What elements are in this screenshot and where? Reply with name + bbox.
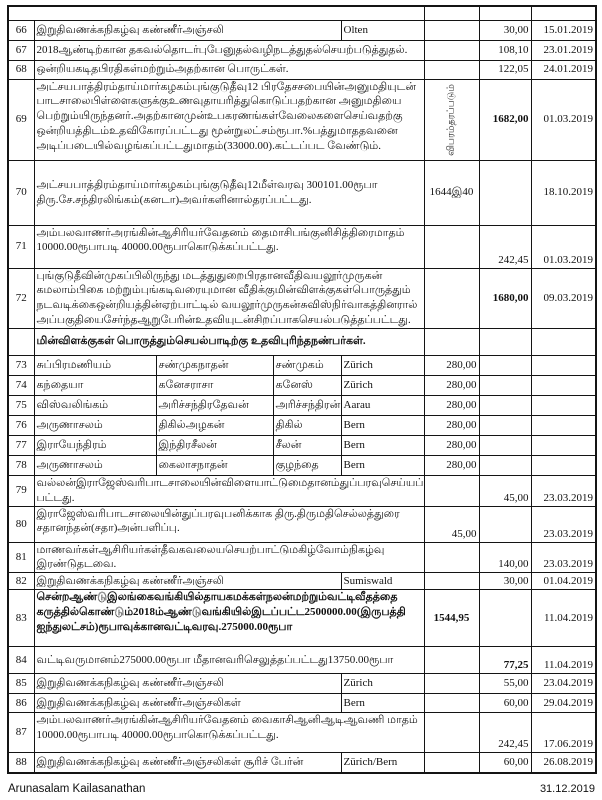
date-cell: 01.04.2019 bbox=[531, 573, 596, 590]
table-row-69 bbox=[8, 79, 596, 160]
row-number: 68 bbox=[8, 60, 34, 79]
name-given: சண்முகநாதன் bbox=[156, 355, 273, 375]
amount-a-cell bbox=[424, 60, 479, 79]
amount-a-cell bbox=[424, 6, 479, 20]
row-number: 84 bbox=[8, 647, 34, 674]
amount-a-cell: 280,00 bbox=[424, 415, 479, 435]
name-surname: சுப்பிரமணியம் bbox=[34, 355, 156, 375]
row-number: 73 bbox=[8, 355, 34, 375]
amount-a-cell bbox=[424, 713, 479, 753]
amount-b-cell: 30,00 bbox=[479, 20, 531, 40]
city-cell: Bern bbox=[341, 455, 424, 475]
date-cell: 15.01.2019 bbox=[531, 20, 596, 40]
description-cell: அம்பலவாணர்அரங்கின்ஆசிரியர்வேதனம் தைமாசிபங்குனிசித்திரைமாதம் 10000.00ரூபாபடி 40000.00ரூபாகொடுக்கப்பட்டது. bbox=[34, 225, 424, 268]
amount-b-cell bbox=[479, 415, 531, 435]
amount-a-cell bbox=[424, 20, 479, 40]
table-row bbox=[8, 328, 596, 355]
row-number: 74 bbox=[8, 375, 34, 395]
row-number: 85 bbox=[8, 674, 34, 694]
city-cell: Aarau bbox=[341, 395, 424, 415]
table-row-86 bbox=[8, 694, 596, 713]
table-row bbox=[8, 6, 596, 20]
table-row-85 bbox=[8, 674, 596, 694]
description-cell: இறுதிவணக்கநிகழ்வு கண்ணீர்அஞ்சலிகள் bbox=[34, 694, 341, 713]
amount-b-cell bbox=[479, 395, 531, 415]
description-cell: சென்றஆண்டுஇலங்கைவங்கியில்தாயகமக்கள்நலன்மற்றும்வட்டிவீதத்தை கருத்தில்கொண்டும்2018ம்ஆண்டுவங்கியில்இடப்பட்ட2500000.00(இருபத்தி ஐந்துலட்சம்)ரூபாவுக்கானவட்டிவரவு.275000.00ரூபா bbox=[34, 590, 424, 647]
name-surname: அருணாசலம் bbox=[34, 415, 156, 435]
date-cell bbox=[531, 375, 596, 395]
description-cell: புங்குடுதீவின்முகப்பிலிருந்து மடத்துதுறைபிரதானவீதிவயலூர்முருகன் கமலாம்பிகை மற்றும்புங்கடிவரையுமான வீதிக்குமின்விளக்குகள்பொருத்தும் நடவடிக்கைஒன்றியத்தின்ஏற்பாட்டில் வயலூர்முருகன்சுவிஸ்நிர்வாகத்தினரால் அப்பகுதியைசேர்ந்தஆறுபேரின்உதவியுடன்சிறப்பாகசெயல்படுத்தப்பட்டது. bbox=[34, 268, 424, 328]
row-number: 66 bbox=[8, 20, 34, 40]
amount-b-cell: 45,00 bbox=[479, 475, 531, 506]
description-cell: அம்பலவாணர்அரங்கின்ஆசிரியர்வேதனம் வைகாசிஆனிஆடிஆவணி மாதம் 10000.00ரூபாபடி 40000.00ரூபாகொடுக்கப்பட்டது. bbox=[34, 713, 424, 753]
amount-b-cell bbox=[479, 506, 531, 542]
date-cell bbox=[531, 395, 596, 415]
row-number: 79 bbox=[8, 475, 34, 506]
description-cell: வல்லன்இராஜேஸ்வரிபாடசாலையின்விளையாட்டுமைதானம்துப்பரவுசெய்யப் பட்டது. bbox=[34, 475, 424, 506]
date-cell: 23.03.2019 bbox=[531, 475, 596, 506]
amount-b-cell: 108,10 bbox=[479, 40, 531, 60]
row-number: 88 bbox=[8, 753, 34, 773]
table-row-72 bbox=[8, 268, 596, 328]
amount-a-cell bbox=[424, 753, 479, 773]
description-cell: இறுதிவணக்கநிகழ்வு கண்ணீர்அஞ்சலி bbox=[34, 20, 341, 40]
city-cell: Olten bbox=[341, 20, 424, 40]
description-cell: 2018ஆண்டிற்கான தகவல்தொடர்புபேனுதல்வழிநடத்துதல்செயற்படுத்துதல். bbox=[34, 40, 424, 60]
table-row-77 bbox=[8, 435, 596, 455]
table-row-67 bbox=[8, 40, 596, 60]
row-number: 81 bbox=[8, 542, 34, 573]
row-number: 67 bbox=[8, 40, 34, 60]
description-cell: ஒன்றியகடிதபிரதிகள்மற்றும்அதற்கான பொருட்கள். bbox=[34, 60, 424, 79]
date-cell: 09.03.2019 bbox=[531, 268, 596, 328]
date-cell: 23.03.2019 bbox=[531, 506, 596, 542]
name-given: கனேசராசா bbox=[156, 375, 273, 395]
amount-b-cell bbox=[479, 6, 531, 20]
amount-b-cell: 1680,00 bbox=[479, 268, 531, 328]
table-row-68 bbox=[8, 60, 596, 79]
date-cell bbox=[531, 415, 596, 435]
row-number: 71 bbox=[8, 225, 34, 268]
date-cell: 11.04.2019 bbox=[531, 647, 596, 674]
row-number: 77 bbox=[8, 435, 34, 455]
amount-b-cell: 1682,00 bbox=[479, 79, 531, 160]
amount-a-cell: 280,00 bbox=[424, 355, 479, 375]
amount-a-cell: 1644இ40 bbox=[424, 160, 479, 225]
spacer-cell bbox=[8, 6, 424, 20]
description-cell: அட்சயபாத்திரம்தாய்மார்கழகம்புங்குடுதீவு12மீள்வரவு 300101.00ரூபா திரு.சே.சந்திரலிங்கம்(கனடா)அவர்களினால்தரப்பட்டது. bbox=[34, 160, 424, 225]
date-cell: 26.08.2019 bbox=[531, 753, 596, 773]
amount-a-cell: 280,00 bbox=[424, 375, 479, 395]
description-cell: இராஜேஸ்வரிபாடசாலையின்துப்பரவுபனிக்காக திரு.திருமதிசெல்லத்துரை சதானந்தன்(சதா)அன்பளிப்பு. bbox=[34, 506, 424, 542]
table-row-84 bbox=[8, 647, 596, 674]
date-cell: 01.03.2019 bbox=[531, 79, 596, 160]
name-short: குழந்தை bbox=[273, 455, 341, 475]
section-title: மின்விளக்குகள் பொருத்தும்செயல்பாடிற்கு உதவிபுரிந்தநண்பர்கள். bbox=[34, 328, 424, 355]
amount-b-cell bbox=[479, 455, 531, 475]
amount-a-cell: 1544,95 bbox=[424, 590, 479, 647]
amount-b-cell: 60,00 bbox=[479, 694, 531, 713]
description-cell: அட்சயபாத்திரம்தாய்மார்கழகம்புங்குடுதீவு12 பிரதேசசபையின்அனுமதியுடன் பாடசாலைபிள்ளைகளுக்குஉணவுதாயரித்துகொடுப்பதற்கான அனுமதியை பெற்றும்யிருந்தனர்.அதற்கானமுன்உபகரணங்கள்வேலைகளைசெய்வதற்கு ஒன்றியத்திடம்உதவிகோரப்பட்டது மூன்றுலட்சம்ரூபா.%பத்துமாததவனை அடிப்படையில்வழங்கப்பட்டதுமாதம்(33000.00).கட்டப்பட வேண்டும். bbox=[34, 79, 424, 160]
date-cell: 29.04.2019 bbox=[531, 694, 596, 713]
city-cell: Bern bbox=[341, 694, 424, 713]
amount-a-cell bbox=[424, 268, 479, 328]
amount-b-cell: 60,00 bbox=[479, 753, 531, 773]
name-short: சண்முகம் bbox=[273, 355, 341, 375]
table-row-73 bbox=[8, 355, 596, 375]
city-cell: Zürich bbox=[341, 375, 424, 395]
table-row-70 bbox=[8, 160, 596, 225]
table-row-83 bbox=[8, 590, 596, 647]
amount-b-cell: 122,05 bbox=[479, 60, 531, 79]
row-number: 75 bbox=[8, 395, 34, 415]
amount-b-cell: 55,00 bbox=[479, 674, 531, 694]
city-cell: Bern bbox=[341, 415, 424, 435]
date-cell: 11.04.2019 bbox=[531, 590, 596, 647]
amount-a-cell bbox=[424, 328, 479, 355]
table-row-78 bbox=[8, 455, 596, 475]
date-cell: 01.03.2019 bbox=[531, 225, 596, 268]
amount-a-cell: 280,00 bbox=[424, 435, 479, 455]
date-cell: 23.01.2019 bbox=[531, 40, 596, 60]
amount-b-cell bbox=[479, 328, 531, 355]
table-row-71 bbox=[8, 225, 596, 268]
name-short: திகில் bbox=[273, 415, 341, 435]
name-short: கனேஸ் bbox=[273, 375, 341, 395]
amount-a-cell bbox=[424, 225, 479, 268]
date-cell bbox=[531, 355, 596, 375]
date-cell: 23.03.2019 bbox=[531, 542, 596, 573]
city-cell: Zürich/Bern bbox=[341, 753, 424, 773]
table-row-74 bbox=[8, 375, 596, 395]
amount-a-cell bbox=[424, 40, 479, 60]
row-number: 82 bbox=[8, 573, 34, 590]
date-cell bbox=[531, 455, 596, 475]
city-cell: Bern bbox=[341, 435, 424, 455]
amount-b-cell bbox=[479, 160, 531, 225]
amount-a-cell bbox=[424, 475, 479, 506]
table-row-87 bbox=[8, 713, 596, 753]
name-surname: அருணாசலம் bbox=[34, 455, 156, 475]
footer-date: 31.12.2019 bbox=[539, 783, 595, 795]
expense-ledger-table bbox=[7, 5, 597, 774]
row-number: 72 bbox=[8, 268, 34, 328]
amount-a-cell bbox=[424, 674, 479, 694]
name-given: கைலாசநாதன் bbox=[156, 455, 273, 475]
row-number: 86 bbox=[8, 694, 34, 713]
name-given: இந்திரசீலன் bbox=[156, 435, 273, 455]
date-cell: 17.06.2019 bbox=[531, 713, 596, 753]
table-row-79 bbox=[8, 475, 596, 506]
description-cell: இறுதிவணக்கநிகழ்வு கண்ணீர்அஞ்சலி bbox=[34, 674, 341, 694]
table-row-80 bbox=[8, 506, 596, 542]
row-number: 69 bbox=[8, 79, 34, 160]
row-number: 80 bbox=[8, 506, 34, 542]
amount-b-cell: 242,45 bbox=[479, 713, 531, 753]
row-number: 76 bbox=[8, 415, 34, 435]
amount-b-cell: 77,25 bbox=[479, 647, 531, 674]
date-cell: 24.01.2019 bbox=[531, 60, 596, 79]
name-surname: இராயேந்திரம் bbox=[34, 435, 156, 455]
amount-b-cell bbox=[479, 590, 531, 647]
table-row-75 bbox=[8, 395, 596, 415]
table-row-88 bbox=[8, 753, 596, 773]
rotated-note: விபரம்தரப்படும் bbox=[446, 83, 457, 156]
date-cell: 18.10.2019 bbox=[531, 160, 596, 225]
amount-a-cell bbox=[424, 542, 479, 573]
city-cell: Zürich bbox=[341, 355, 424, 375]
table-row-81 bbox=[8, 542, 596, 573]
description-cell: இறுதிவணக்கநிகழ்வு கண்ணீர்அஞ்சலிகள் சூரிச் பேர்ன் bbox=[34, 753, 341, 773]
amount-a-cell: 45,00 bbox=[424, 506, 479, 542]
name-short: சீலன் bbox=[273, 435, 341, 455]
row-number bbox=[8, 328, 34, 355]
name-surname: கந்தையா bbox=[34, 375, 156, 395]
name-short: அரிச்சந்திரன் bbox=[273, 395, 341, 415]
date-cell bbox=[531, 435, 596, 455]
row-number: 70 bbox=[8, 160, 34, 225]
table-row-66 bbox=[8, 20, 596, 40]
date-cell: 23.04.2019 bbox=[531, 674, 596, 694]
description-cell: வட்டிவருமானம்275000.00ரூபா மீதானவரிசெலுத்தப்பட்டது13750.00ரூபா bbox=[34, 647, 424, 674]
row-number: 83 bbox=[8, 590, 34, 647]
footer-author: Arunasalam Kailasanathan bbox=[8, 783, 146, 795]
description-cell: இறுதிவணக்கநிகழ்வு கண்ணீர்அஞ்சலி bbox=[34, 573, 341, 590]
amount-a-cell bbox=[424, 647, 479, 674]
amount-b-cell: 140,00 bbox=[479, 542, 531, 573]
amount-a-cell: 280,00 bbox=[424, 455, 479, 475]
city-cell: Sumiswald bbox=[341, 573, 424, 590]
name-given: அரிச்சந்திரதேவன் bbox=[156, 395, 273, 415]
amount-b-cell bbox=[479, 375, 531, 395]
table-row-82 bbox=[8, 573, 596, 590]
amount-a-cell bbox=[424, 694, 479, 713]
note-vertical-cell bbox=[424, 79, 479, 160]
date-cell bbox=[531, 328, 596, 355]
table-row-76 bbox=[8, 415, 596, 435]
ledger-body bbox=[8, 6, 596, 773]
row-number: 87 bbox=[8, 713, 34, 753]
row-number: 78 bbox=[8, 455, 34, 475]
city-cell: Zürich bbox=[341, 674, 424, 694]
amount-a-cell bbox=[424, 573, 479, 590]
name-given: திகில்அழகன் bbox=[156, 415, 273, 435]
amount-b-cell: 242,45 bbox=[479, 225, 531, 268]
description-cell: மாணவர்கள்ஆசிரியர்கள்தீவகவலையசெயற்பாட்டுமகிழ்வோம்நிகழ்வு இரண்டுதடவை. bbox=[34, 542, 424, 573]
name-surname: விஸ்வலிங்கம் bbox=[34, 395, 156, 415]
amount-b-cell: 30,00 bbox=[479, 573, 531, 590]
amount-b-cell bbox=[479, 435, 531, 455]
amount-b-cell bbox=[479, 355, 531, 375]
date-cell bbox=[531, 6, 596, 20]
amount-a-cell: 280,00 bbox=[424, 395, 479, 415]
